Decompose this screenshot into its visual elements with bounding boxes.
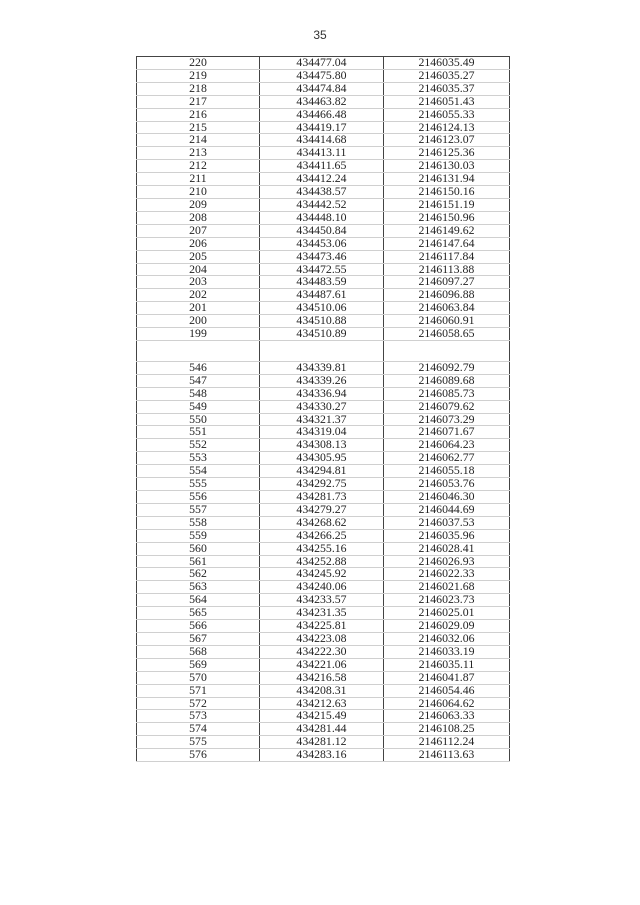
table-row: [137, 95, 510, 108]
y-coordinate-cell: 2146117.84: [384, 250, 510, 263]
y-coordinate-cell: 2146131.94: [384, 173, 510, 186]
point-number-cell: 572: [137, 697, 260, 710]
y-coordinate-cell: 2146041.87: [384, 671, 510, 684]
table-row: [137, 400, 510, 413]
point-number-cell: 562: [137, 568, 260, 581]
table-row: [137, 237, 510, 250]
table-row: [137, 503, 510, 516]
table-row: [137, 224, 510, 237]
point-number-cell: 212: [137, 160, 260, 173]
table-row: [137, 387, 510, 400]
y-coordinate-cell: 2146064.62: [384, 697, 510, 710]
table-row: [137, 108, 510, 121]
table-row: [137, 69, 510, 82]
y-coordinate-cell: 2146032.06: [384, 632, 510, 645]
x-coordinate-cell: 434448.10: [260, 211, 384, 224]
point-number-cell: 211: [137, 173, 260, 186]
point-number-cell: 550: [137, 413, 260, 426]
page-number: 35: [313, 28, 327, 42]
point-number-cell: 568: [137, 645, 260, 658]
table-row: [137, 736, 510, 749]
y-coordinate-cell: 2146022.33: [384, 568, 510, 581]
table-row: [137, 620, 510, 633]
table-row: [137, 594, 510, 607]
x-coordinate-cell: 434245.92: [260, 568, 384, 581]
x-coordinate-cell: 434255.16: [260, 542, 384, 555]
x-coordinate-cell: 434231.35: [260, 607, 384, 620]
y-coordinate-cell: 2146125.36: [384, 147, 510, 160]
point-number-cell: 558: [137, 516, 260, 529]
x-coordinate-cell: 434475.80: [260, 69, 384, 82]
point-number-cell: 552: [137, 439, 260, 452]
y-coordinate-cell: 2146023.73: [384, 594, 510, 607]
x-coordinate-cell: 434463.82: [260, 95, 384, 108]
y-coordinate-cell: 2146054.46: [384, 684, 510, 697]
point-number-cell: 200: [137, 315, 260, 328]
x-coordinate-cell: 434473.46: [260, 250, 384, 263]
x-coordinate-cell: 434474.84: [260, 82, 384, 95]
point-number-cell: 573: [137, 710, 260, 723]
x-coordinate-cell: 434330.27: [260, 400, 384, 413]
y-coordinate-cell: 2146035.96: [384, 529, 510, 542]
y-coordinate-cell: 2146035.49: [384, 57, 510, 70]
point-number-cell: 576: [137, 749, 260, 762]
x-coordinate-cell: 434222.30: [260, 645, 384, 658]
point-number-cell: 556: [137, 491, 260, 504]
table-row: [137, 555, 510, 568]
y-coordinate-cell: 2146150.96: [384, 211, 510, 224]
point-number-cell: 216: [137, 108, 260, 121]
table-row: [137, 250, 510, 263]
x-coordinate-cell: 434208.31: [260, 684, 384, 697]
point-number-cell: 551: [137, 426, 260, 439]
x-coordinate-cell: 434225.81: [260, 620, 384, 633]
y-coordinate-cell: 2146151.19: [384, 198, 510, 211]
x-coordinate-cell: 434450.84: [260, 224, 384, 237]
y-coordinate-cell: 2146035.37: [384, 82, 510, 95]
x-coordinate-cell: 434414.68: [260, 134, 384, 147]
table-row: [137, 516, 510, 529]
x-coordinate-cell: 434305.95: [260, 452, 384, 465]
point-number-cell: 565: [137, 607, 260, 620]
y-coordinate-cell: 2146073.29: [384, 413, 510, 426]
x-coordinate-cell: 434281.73: [260, 491, 384, 504]
point-number-cell: 217: [137, 95, 260, 108]
x-coordinate-cell: 434438.57: [260, 186, 384, 199]
y-coordinate-cell: 2146130.03: [384, 160, 510, 173]
table-row: [137, 542, 510, 555]
y-coordinate-cell: 2146051.43: [384, 95, 510, 108]
y-coordinate-cell: 2146046.30: [384, 491, 510, 504]
x-coordinate-cell: 434281.12: [260, 736, 384, 749]
point-number-cell: 209: [137, 198, 260, 211]
x-coordinate-cell: 434221.06: [260, 658, 384, 671]
table-row: [137, 723, 510, 736]
table-row: [137, 57, 510, 70]
point-number-cell: 208: [137, 211, 260, 224]
x-coordinate-cell: 434294.81: [260, 465, 384, 478]
point-number-cell: 555: [137, 478, 260, 491]
point-number-cell: 219: [137, 69, 260, 82]
y-coordinate-cell: [384, 340, 510, 361]
x-coordinate-cell: 434319.04: [260, 426, 384, 439]
y-coordinate-cell: 2146044.69: [384, 503, 510, 516]
y-coordinate-cell: 2146113.88: [384, 263, 510, 276]
x-coordinate-cell: 434339.81: [260, 361, 384, 374]
table-row: [137, 607, 510, 620]
table-row: [137, 749, 510, 762]
table-row: [137, 413, 510, 426]
y-coordinate-cell: 2146029.09: [384, 620, 510, 633]
table-row: [137, 374, 510, 387]
table-row: [137, 671, 510, 684]
x-coordinate-cell: 434483.59: [260, 276, 384, 289]
y-coordinate-cell: 2146092.79: [384, 361, 510, 374]
table-row: [137, 658, 510, 671]
x-coordinate-cell: 434453.06: [260, 237, 384, 250]
table-row: [137, 328, 510, 341]
y-coordinate-cell: 2146028.41: [384, 542, 510, 555]
y-coordinate-cell: 2146060.91: [384, 315, 510, 328]
x-coordinate-cell: 434419.17: [260, 121, 384, 134]
x-coordinate-cell: 434336.94: [260, 387, 384, 400]
point-number-cell: 557: [137, 503, 260, 516]
point-number-cell: 567: [137, 632, 260, 645]
x-coordinate-cell: 434412.24: [260, 173, 384, 186]
x-coordinate-cell: 434472.55: [260, 263, 384, 276]
x-coordinate-cell: 434215.49: [260, 710, 384, 723]
point-number-cell: 553: [137, 452, 260, 465]
table-row: [137, 134, 510, 147]
point-number-cell: 559: [137, 529, 260, 542]
table-row: [137, 121, 510, 134]
x-coordinate-cell: 434216.58: [260, 671, 384, 684]
point-number-cell: 546: [137, 361, 260, 374]
point-number-cell: 548: [137, 387, 260, 400]
x-coordinate-cell: 434466.48: [260, 108, 384, 121]
y-coordinate-cell: 2146062.77: [384, 452, 510, 465]
point-number-cell: 554: [137, 465, 260, 478]
x-coordinate-cell: 434233.57: [260, 594, 384, 607]
x-coordinate-cell: 434283.16: [260, 749, 384, 762]
y-coordinate-cell: 2146096.88: [384, 289, 510, 302]
table-row: [137, 276, 510, 289]
y-coordinate-cell: 2146064.23: [384, 439, 510, 452]
point-number-cell: 564: [137, 594, 260, 607]
y-coordinate-cell: 2146112.24: [384, 736, 510, 749]
x-coordinate-cell: 434266.25: [260, 529, 384, 542]
point-number-cell: 213: [137, 147, 260, 160]
x-coordinate-cell: 434510.06: [260, 302, 384, 315]
point-number-cell: 210: [137, 186, 260, 199]
table-row: [137, 684, 510, 697]
table-row: [137, 581, 510, 594]
table-row: [137, 186, 510, 199]
y-coordinate-cell: 2146055.33: [384, 108, 510, 121]
x-coordinate-cell: 434487.61: [260, 289, 384, 302]
y-coordinate-cell: 2146025.01: [384, 607, 510, 620]
y-coordinate-cell: 2146055.18: [384, 465, 510, 478]
point-number-cell: 560: [137, 542, 260, 555]
table-row: [137, 632, 510, 645]
table-row: [137, 568, 510, 581]
x-coordinate-cell: 434292.75: [260, 478, 384, 491]
y-coordinate-cell: 2146113.63: [384, 749, 510, 762]
point-number-cell: 199: [137, 328, 260, 341]
x-coordinate-cell: 434477.04: [260, 57, 384, 70]
table-row: [137, 645, 510, 658]
y-coordinate-cell: 2146085.73: [384, 387, 510, 400]
point-number-cell: [137, 340, 260, 361]
table-row: [137, 478, 510, 491]
table-row: [137, 211, 510, 224]
table-row: [137, 439, 510, 452]
table-row: [137, 361, 510, 374]
x-coordinate-cell: 434223.08: [260, 632, 384, 645]
y-coordinate-cell: 2146071.67: [384, 426, 510, 439]
coordinates-table-body: [137, 57, 510, 762]
point-number-cell: 202: [137, 289, 260, 302]
table-row: [137, 302, 510, 315]
point-number-cell: 220: [137, 57, 260, 70]
y-coordinate-cell: 2146079.62: [384, 400, 510, 413]
point-number-cell: 571: [137, 684, 260, 697]
point-number-cell: 218: [137, 82, 260, 95]
y-coordinate-cell: 2146147.64: [384, 237, 510, 250]
point-number-cell: 547: [137, 374, 260, 387]
x-coordinate-cell: 434510.88: [260, 315, 384, 328]
table-row: [137, 452, 510, 465]
x-coordinate-cell: 434413.11: [260, 147, 384, 160]
x-coordinate-cell: 434510.89: [260, 328, 384, 341]
table-row: [137, 315, 510, 328]
point-number-cell: 201: [137, 302, 260, 315]
y-coordinate-cell: 2146035.11: [384, 658, 510, 671]
x-coordinate-cell: 434268.62: [260, 516, 384, 529]
x-coordinate-cell: 434411.65: [260, 160, 384, 173]
x-coordinate-cell: 434252.88: [260, 555, 384, 568]
point-number-cell: 563: [137, 581, 260, 594]
x-coordinate-cell: 434281.44: [260, 723, 384, 736]
x-coordinate-cell: 434321.37: [260, 413, 384, 426]
x-coordinate-cell: [260, 340, 384, 361]
table-row: [137, 529, 510, 542]
table-row: [137, 263, 510, 276]
y-coordinate-cell: 2146097.27: [384, 276, 510, 289]
point-number-cell: 205: [137, 250, 260, 263]
table-row: [137, 426, 510, 439]
y-coordinate-cell: 2146033.19: [384, 645, 510, 658]
point-number-cell: 549: [137, 400, 260, 413]
point-number-cell: 570: [137, 671, 260, 684]
y-coordinate-cell: 2146150.16: [384, 186, 510, 199]
y-coordinate-cell: 2146021.68: [384, 581, 510, 594]
table-row: [137, 173, 510, 186]
point-number-cell: 561: [137, 555, 260, 568]
table-row: [137, 160, 510, 173]
point-number-cell: 566: [137, 620, 260, 633]
point-number-cell: 206: [137, 237, 260, 250]
y-coordinate-cell: 2146063.84: [384, 302, 510, 315]
table-row: [137, 491, 510, 504]
table-row: [137, 147, 510, 160]
x-coordinate-cell: 434442.52: [260, 198, 384, 211]
table-row: [137, 289, 510, 302]
table-row: [137, 697, 510, 710]
point-number-cell: 204: [137, 263, 260, 276]
y-coordinate-cell: 2146124.13: [384, 121, 510, 134]
point-number-cell: 569: [137, 658, 260, 671]
y-coordinate-cell: 2146058.65: [384, 328, 510, 341]
point-number-cell: 575: [137, 736, 260, 749]
table-row: [137, 465, 510, 478]
y-coordinate-cell: 2146026.93: [384, 555, 510, 568]
point-number-cell: 574: [137, 723, 260, 736]
x-coordinate-cell: 434279.27: [260, 503, 384, 516]
y-coordinate-cell: 2146053.76: [384, 478, 510, 491]
y-coordinate-cell: 2146063.33: [384, 710, 510, 723]
table-row: [137, 198, 510, 211]
y-coordinate-cell: 2146108.25: [384, 723, 510, 736]
table-row: [137, 710, 510, 723]
y-coordinate-cell: 2146123.07: [384, 134, 510, 147]
table-row: [137, 82, 510, 95]
y-coordinate-cell: 2146035.27: [384, 69, 510, 82]
point-number-cell: 214: [137, 134, 260, 147]
x-coordinate-cell: 434308.13: [260, 439, 384, 452]
x-coordinate-cell: 434339.26: [260, 374, 384, 387]
point-number-cell: 203: [137, 276, 260, 289]
x-coordinate-cell: 434212.63: [260, 697, 384, 710]
point-number-cell: 207: [137, 224, 260, 237]
y-coordinate-cell: 2146037.53: [384, 516, 510, 529]
y-coordinate-cell: 2146089.68: [384, 374, 510, 387]
x-coordinate-cell: 434240.06: [260, 581, 384, 594]
coordinates-table: [136, 56, 510, 762]
table-row: [137, 340, 510, 361]
point-number-cell: 215: [137, 121, 260, 134]
y-coordinate-cell: 2146149.62: [384, 224, 510, 237]
